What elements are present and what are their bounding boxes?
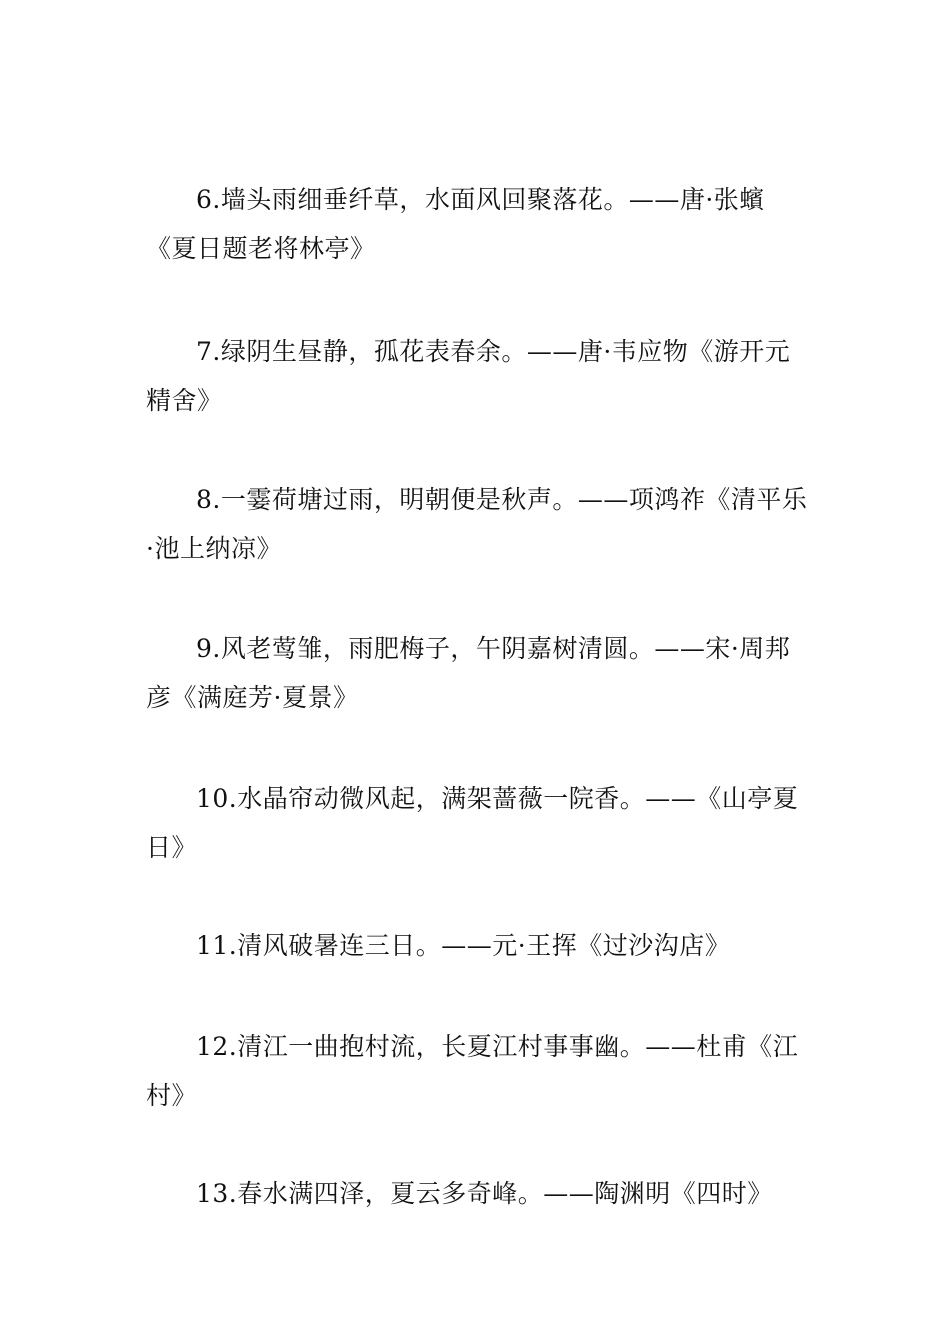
poem-line-10: 10.水晶帘动微风起，满架蔷薇一院香。——《山亭夏日》 <box>146 784 799 862</box>
poem-line-12: 12.清江一曲抱村流，长夏江村事事幽。——杜甫《江村》 <box>146 1032 799 1110</box>
poem-line-8: 8.一霎荷塘过雨，明朝便是秋声。——项鸿祚《清平乐·池上纳凉》 <box>146 485 808 563</box>
poem-line-13: 13.春水满四泽，夏云多奇峰。——陶渊明《四时》 <box>196 1179 773 1208</box>
poem-line-9: 9.风老莺雏，雨肥梅子，午阴嘉树清圆。——宋·周邦彦《满庭芳·夏景》 <box>146 634 791 712</box>
poem-line-7: 7.绿阴生昼静，孤花表春余。——唐·韦应物《游开元精舍》 <box>146 337 791 415</box>
poem-line-6: 6.墙头雨细垂纤草，水面风回聚落花。——唐·张蠙《夏日题老将林亭》 <box>146 185 765 263</box>
poem-line-11: 11.清风破暑连三日。——元·王挥《过沙沟店》 <box>196 931 731 960</box>
